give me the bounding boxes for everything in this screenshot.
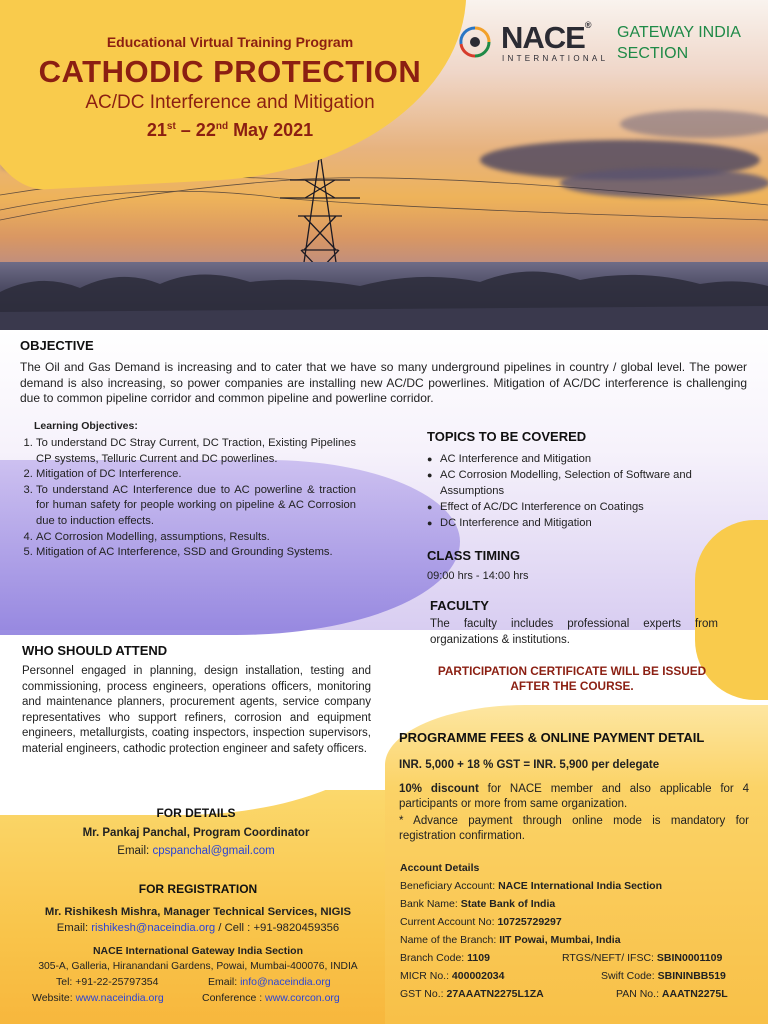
topics-list [427, 451, 727, 531]
list-item: 5. Mitigation of AC Interference, SSD and Grounding Systems. [36, 545, 356, 561]
org-email-link[interactable]: info@naceindia.org [240, 976, 331, 988]
gst-number: 27AAATN2275L1ZA [446, 988, 544, 1000]
title-block [0, 34, 460, 141]
learning-objectives-heading: Learning Objectives: [34, 420, 138, 432]
account-details: Account Details Beneficiary Account: NACE International India Section Bank Name: State Bank of India Current Account No: 10725729297 Name of the Branch: IIT Powai, Mumbai, India Branch Code: 1109 RTGS/NEFT/ IFSC: SBIN0001109 MICR No.: 400002034 Swift Code: SBININBB519 GST No.: 27AAATN2275L1ZA PAN No.: AAATN2275L [400, 862, 728, 1000]
list-item: ● Effect of AC/DC Interference on Coatings [427, 499, 727, 515]
class-timing-heading: CLASS TIMING [427, 548, 521, 563]
list-item: 3. To understand AC Interference due to AC powerline & traction for human safety for people working on pipeline & AC Corrosion due to induction effects. [36, 483, 356, 530]
for-registration-heading: FOR REGISTRATION [138, 882, 258, 896]
micr-number: 400002034 [451, 970, 505, 982]
program-label: Educational Virtual Training Program [106, 34, 354, 50]
org-name: NACE International Gateway India Section [92, 945, 304, 957]
treeline [0, 262, 768, 330]
nace-logo [455, 18, 765, 78]
class-timing-value: 09:00 hrs - 14:00 hrs [427, 570, 529, 582]
for-details-heading: FOR DETAILS [156, 806, 236, 820]
account-number: 10725729297 [497, 916, 562, 928]
list-item: 2. Mitigation of DC Interference. [36, 467, 356, 483]
learning-objectives-list [20, 436, 356, 561]
event-date: 21st – 22nd May 2021 [146, 120, 314, 140]
coordinator-email-line: Email: cpspanchal@gmail.com [117, 845, 275, 857]
certificate-note: PARTICIPATION CERTIFICATE WILL BE ISSUED AFTER THE COURSE. [437, 664, 707, 693]
registration-contact-name: Mr. Rishikesh Mishra, Manager Technical Services, NIGIS [44, 906, 352, 918]
website-link[interactable]: www.naceindia.org [75, 992, 164, 1004]
fees-heading: PROGRAMME FEES & ONLINE PAYMENT DETAIL [399, 730, 705, 745]
conference-link[interactable]: www.corcon.org [265, 992, 340, 1004]
org-web-line: Website: www.naceindia.org Conference : www.corcon.org [32, 992, 340, 1004]
branch-code: 1109 [467, 952, 490, 964]
logo-international: INTERNATIONAL [502, 54, 609, 63]
objective-text: The Oil and Gas Demand is increasing and to cater that we have so many underground pipelines in country / global level. The power demand is also increasing, so power companies are installing new AC/DC powerlines. Mitigation of AC/DC interference is challenging due to common pipeline corridor and common pipeline and powerline corridor. [20, 360, 747, 406]
bank-name: State Bank of India [460, 898, 556, 910]
registration-email-link[interactable]: rishikesh@naceindia.org [91, 922, 216, 934]
list-item: ● AC Interference and Mitigation [427, 451, 727, 467]
who-should-attend-heading: WHO SHOULD ATTEND [22, 643, 168, 658]
objective-heading: OBJECTIVE [20, 338, 94, 353]
logo-section-name: GATEWAY INDIA SECTION [617, 24, 741, 62]
org-contact-line: Tel: +91-22-25797354 Email: info@naceindia.org [56, 976, 331, 988]
beneficiary-account: NACE International India Section [498, 880, 662, 892]
advance-payment-note: * Advance payment through online mode is mandatory for registration confirmation. [399, 815, 749, 842]
logo-wordmark: NACE® [501, 20, 591, 55]
coordinator-email-link[interactable]: cpspanchal@gmail.com [152, 845, 275, 857]
list-item: 1. To understand DC Stray Current, DC Traction, Existing Pipelines CP systems, Telluric Current and DC powerlines. [36, 436, 356, 467]
pan-number: AAATN2275L [661, 988, 728, 1000]
registration-contact-line: Email: rishikesh@naceindia.org / Cell : +91-9820459356 [56, 922, 340, 934]
page-subtitle: AC/DC Interference and Mitigation [85, 92, 375, 113]
who-should-attend-text: Personnel engaged in planning, design installation, testing and commissioning, process engineers, operations officers, monitoring and maintenance planners, procurement agents, service company representatives who support refiners, corrosion and equipment engineers, metallurgists, coating inspectors, inspection supervisors, material engineers, cathodic protection engineer and safety officers. [22, 665, 371, 755]
org-address: 305-A, Galleria, Hiranandani Gardens, Powai, Mumbai-400076, INDIA [38, 961, 358, 972]
list-item: 4. AC Corrosion Modelling, assumptions, Results. [36, 530, 356, 546]
list-item: ● AC Corrosion Modelling, Selection of Software and Assumptions [427, 467, 727, 499]
discount-text: 10% discount for NACE member and also applicable for 4 participants or more from same organization. [399, 783, 749, 810]
swift-code: SBININBB519 [657, 970, 726, 982]
page-title: CATHODIC PROTECTION [38, 54, 422, 89]
topics-heading: TOPICS TO BE COVERED [427, 429, 587, 444]
nace-globe-icon [455, 22, 495, 62]
account-details-heading: Account Details [400, 862, 480, 874]
branch-name: IIT Powai, Mumbai, India [499, 934, 621, 946]
list-item: ● DC Interference and Mitigation [427, 515, 727, 531]
ifsc-code: SBIN0001109 [656, 952, 723, 964]
faculty-text: The faculty includes professional experts from organizations & institutions. [430, 618, 718, 646]
fee-amount: INR. 5,000 + 18 % GST = INR. 5,900 per delegate [399, 759, 660, 771]
coordinator-name: Mr. Pankaj Panchal, Program Coordinator [82, 827, 310, 839]
faculty-heading: FACULTY [430, 598, 489, 613]
